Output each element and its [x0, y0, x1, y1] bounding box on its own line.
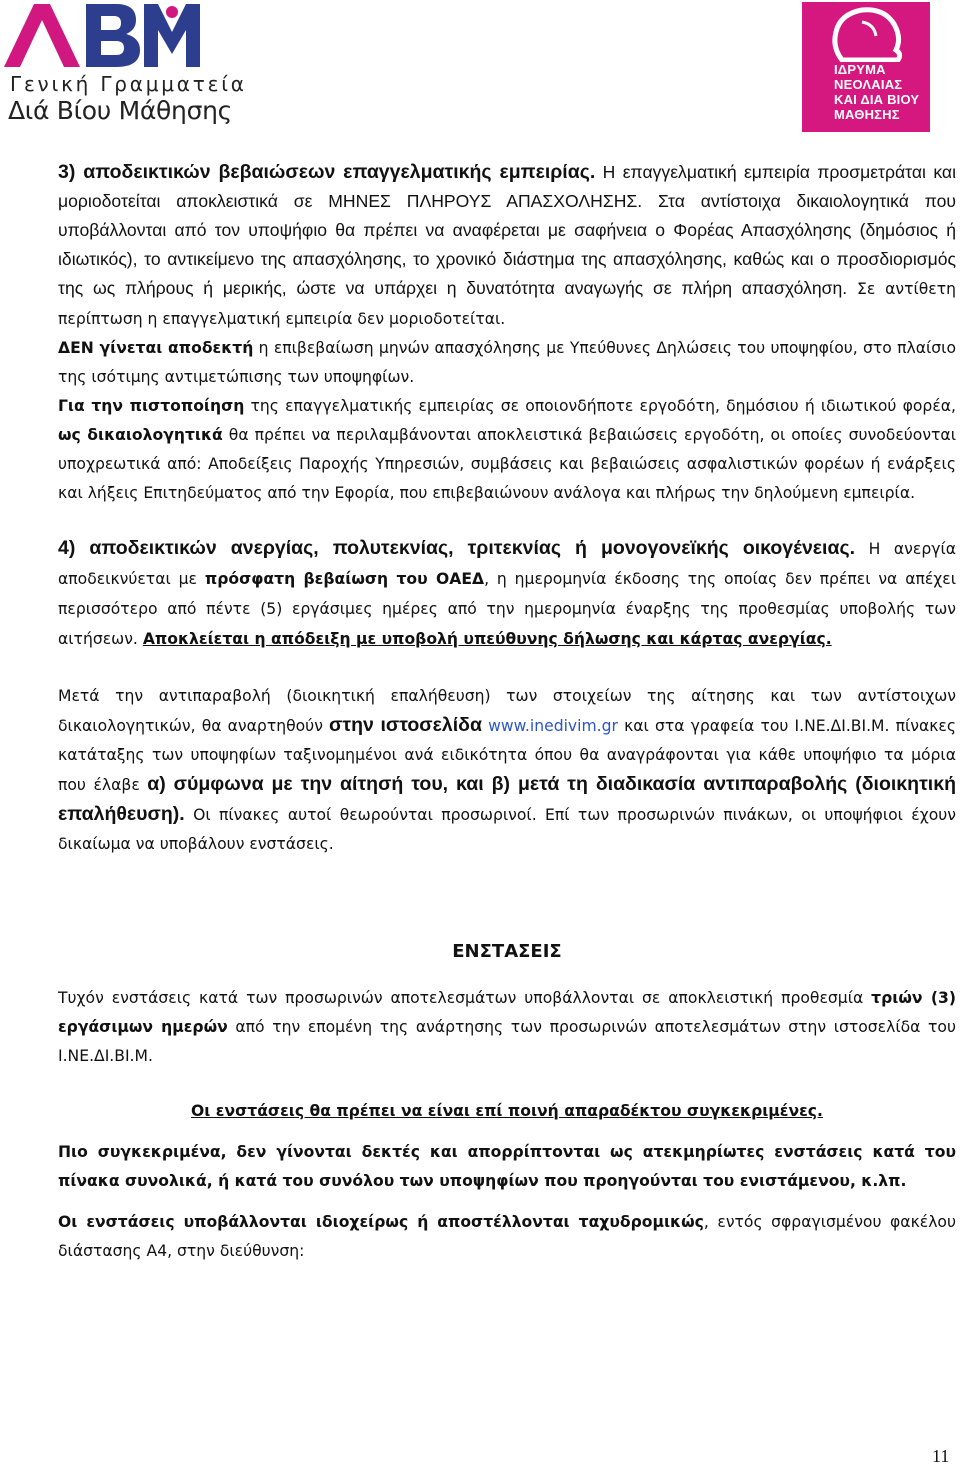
gsll-logo: [4, 2, 247, 128]
inedivim-logo-text: ΙΔΡΥΜΑ ΝΕΟΛΑΙΑΣ ΚΑΙ ΔΙΑ ΒΙΟΥ ΜΑΘΗΣΗΣ: [834, 62, 920, 122]
section4-underline: Αποκλείεται η απόδειξη με υποβολή υπεύθυνης δήλωσης και κάρτας ανεργίας.: [142, 630, 832, 648]
logo-line1: Γενική Γραμματεία: [10, 72, 247, 96]
publication-text4: Οι πίνακες αυτοί θεωρούνται προσωρινοί. Επί των προσωρινών πινάκων, οι υποψήφιοι έχουν δικαίωμα να υποβάλουν ενστάσεις.: [58, 806, 956, 853]
objections-para1: [58, 984, 956, 1071]
page-number: 11: [932, 1446, 950, 1466]
publication-para: [58, 682, 956, 859]
section4-text2: , η ημερομηνία έκδοσης της οποίας δεν πρέπει να απέχει περισσότερο από πέντε (5) εργάσιμες ημέρες από την ημερομηνία έναρξης της προθεσμίας υποβολής των αιτήσεων.: [58, 570, 957, 648]
publication-bold2: α) σύμφωνα με την αίτησή του, και β) μετά τη διαδικασία αντιπαραβολής (διοικητική επαλήθευση).: [58, 773, 956, 825]
section3-text1: Η επαγγελματική εμπειρία προσμετράται και μοριοδοτείται αποκλειστικά σε ΜΗΝΕΣ ΠΛΗΡΟΥΣ ΑΠΑΣΧΟΛΗΣΗΣ. Στα αντίστοιχα δικαιολογητικά που υποβάλλονται από τον υποψήφιο θα πρέπει να αναφέρεται με σαφήνεια ο Φορέας Απασχόλησης (δημόσιος ή ιδιωτικός), το αντικείμενο της απασχόλησης, το χρονικό διάστημα της απασχόλησης, καθώς και ο προσδιορισμός της ως πλήρους ή μερικής, ώστε να υπάρχει η δυνατότητα αναγωγής σε πλήρη απασχόληση.: [58, 162, 956, 298]
objections-bold-para: Πιο συγκεκριμένα, δεν γίνονται δεκτές και απορρίπτονται ως ατεκμηρίωτες ενστάσεις κατά του πίνακα συνολικά, ή κατά του συνόλου των υποψηφίων που προηγούνται του ενιστάμενου, κ.λπ.: [58, 1143, 956, 1190]
abm-mark-icon: [4, 2, 204, 72]
section4-bold1: πρόσφατη βεβαίωση του ΟΑΕΔ: [204, 570, 485, 588]
cert-bold2: ως δικαιολογητικά: [58, 426, 223, 444]
objections-bold1: τριών (3) εργάσιμων ημερών: [58, 989, 956, 1036]
objections-text2: από την επομένη της ανάρτησης των προσωρινών αποτελεσμάτων στην ιστοσελίδα του Ι.ΝΕ.ΔΙ.ΒΙ.Μ.: [58, 1018, 956, 1065]
section3-para2: [58, 334, 956, 392]
beta-shape: [86, 4, 140, 67]
objections-heading: ΕΝΣΤΑΣΕΙΣ: [452, 941, 562, 962]
section3-para1: [58, 158, 956, 334]
publication-text1: Μετά την αντιπαραβολή (διοικητική επαλήθευση) των στοιχείων της αίτησης και των αντίστοιχων δικαιολογητικών, θα αναρτηθούν: [58, 687, 956, 735]
section3-text2: Σε αντίθετη περίπτωση η επαγγελματική εμπειρία δεν μοριοδοτείται.: [58, 280, 956, 328]
den-rest: η επιβεβαίωση μηνών απασχόλησης με Υπεύθυνες Δηλώσεις του υποψηφίου, στο πλαίσιο της ισότιμης αντιμετώπισης των υποψηφίων.: [58, 339, 956, 386]
section4-para: [58, 534, 956, 654]
objections-last-para: [58, 1208, 956, 1266]
section4-title: 4) αποδεικτικών ανεργίας, πολυτεκνίας, τριτεκνίας ή μονογονεϊκής οικογένειας.: [58, 537, 856, 559]
logo-line2: Διά Βίου Μάθησης: [8, 96, 233, 125]
publication-text3: και στα γραφεία του Ι.ΝΕ.ΔΙ.ΒΙ.Μ. πίνακες κατάταξης των υποψηφίων ταξινομημένοι ανά ειδικότητα όπου θα αναγράφονται για κάθε υποψήφιο τα μόρια που έλαβε: [58, 717, 957, 794]
objections-last-text: , εντός σφραγισμένου φακέλου διάστασης Α4, στην διεύθυνση:: [58, 1213, 956, 1260]
cert-text1: της επαγγελματικής εμπειρίας σε οποιονδήποτε εργοδότη, δημόσιου ή ιδιωτικού φορέα,: [244, 397, 956, 415]
m-dot: [166, 6, 178, 18]
section4-text1: Η ανεργία αποδεικνύεται με: [58, 540, 956, 588]
inedivim-link[interactable]: www.inedivim.gr: [488, 717, 618, 735]
head-silhouette-icon: [802, 2, 930, 62]
section3-para3: [58, 392, 956, 508]
publication-bold1: στην ιστοσελίδα: [329, 714, 482, 736]
den-bold: ΔΕΝ γίνεται αποδεκτή: [58, 339, 254, 357]
section3-title: 3) αποδεικτικών βεβαιώσεων επαγγελματικής εμπειρίας.: [58, 161, 596, 183]
objections-text1: Τυχόν ενστάσεις κατά των προσωρινών αποτελεσμάτων υποβάλλονται σε αποκλειστική προθεσμία: [58, 989, 872, 1007]
document-body: [58, 158, 956, 1266]
lambda-shape: [4, 4, 80, 67]
objections-underline: Οι ενστάσεις θα πρέπει να είναι επί ποινή απαραδέκτου συγκεκριμένες.: [191, 1102, 823, 1120]
cert-bold1: Για την πιστοποίηση: [58, 397, 245, 415]
objections-last-bold: Οι ενστάσεις υποβάλλονται ιδιοχείρως ή αποστέλλονται ταχυδρομικώς: [58, 1213, 704, 1231]
cert-text2: θα πρέπει να περιλαμβάνονται αποκλειστικά βεβαιώσεις εργοδότη, οι οποίες συνοδεύονται υποχρεωτικά από: Αποδείξεις Παροχής Υπηρεσιών, συμβάσεις και βεβαιώσεις ασφαλιστικών φορέων ή ενάρξεις και λήξεις Επιτηδεύματος από την Εφορία, που επιβεβαιώνουν ανάλογα και πλήρως την δηλούμενη εμπειρία.: [58, 426, 956, 502]
inedivim-logo: [802, 2, 930, 132]
